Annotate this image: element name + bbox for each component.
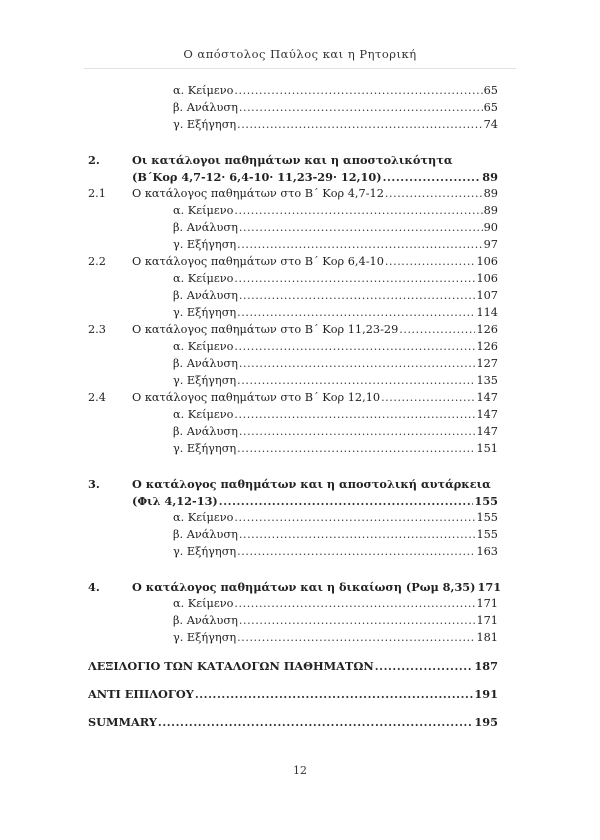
- toc-page-number: 195: [474, 715, 498, 729]
- toc-subentry[interactable]: [173, 373, 498, 389]
- toc-subentry[interactable]: [173, 271, 498, 287]
- toc-entry[interactable]: [132, 579, 502, 595]
- toc-subentry[interactable]: [173, 203, 498, 219]
- toc-page-number: 181: [476, 631, 498, 644]
- dot-leader: [239, 220, 483, 236]
- toc-page-number: 187: [474, 659, 498, 673]
- toc-entry-number: 2.: [88, 153, 100, 167]
- toc-entry-title: γ. Εξήγηση: [173, 631, 237, 644]
- dot-leader: [234, 596, 475, 612]
- toc-entry-title: γ. Εξήγηση: [173, 442, 237, 455]
- toc-entry-title: β. Ανάλυση: [173, 357, 238, 370]
- toc-page-number: 89: [483, 187, 498, 200]
- dot-leader: [237, 237, 482, 253]
- dot-leader: [385, 254, 476, 270]
- toc-entry[interactable]: [88, 714, 498, 730]
- dot-leader: [385, 186, 483, 202]
- toc-subentry[interactable]: [173, 407, 498, 423]
- dot-leader: [237, 117, 482, 133]
- toc-entry-title: (Β΄Κορ 4,7-12· 6,4-10· 11,23-29· 12,10): [132, 170, 382, 184]
- toc-subentry[interactable]: [173, 441, 498, 457]
- dot-leader: [239, 100, 483, 116]
- dot-leader: [239, 424, 476, 440]
- toc-page-number: 163: [476, 545, 498, 558]
- toc-page-number: 147: [476, 425, 498, 438]
- toc-entry-title: γ. Εξήγηση: [173, 545, 237, 558]
- toc-entry[interactable]: [132, 493, 498, 509]
- toc-subentry[interactable]: [173, 237, 498, 253]
- toc-subentry[interactable]: [173, 117, 498, 133]
- toc-subentry[interactable]: [173, 630, 498, 646]
- toc-entry-number: 2.2: [88, 255, 106, 268]
- dot-leader: [234, 203, 482, 219]
- toc-page-number: 171: [476, 597, 498, 610]
- toc-page-number: 155: [476, 528, 498, 541]
- dot-leader: [234, 407, 475, 423]
- toc-page-number: 151: [476, 442, 498, 455]
- running-header: Ο απόστολος Παύλος και η Ρητορική: [183, 47, 417, 61]
- toc-entry-title: Ο κατάλογος παθημάτων και η δικαίωση (Ρωμ 8,35): [132, 580, 476, 594]
- dot-leader: [234, 271, 475, 287]
- toc-entry-number: 4.: [88, 580, 100, 594]
- toc-entry-title: ΑΝΤΙ ΕΠΙΛΟΓΟΥ: [88, 687, 194, 701]
- toc-subentry[interactable]: [173, 305, 498, 321]
- dot-leader: [381, 390, 475, 406]
- dot-leader: [239, 527, 476, 543]
- toc-entry-title: γ. Εξήγηση: [173, 118, 237, 131]
- toc-page-number: 90: [483, 221, 498, 234]
- toc-entry[interactable]: [132, 169, 498, 185]
- toc-subentry[interactable]: [173, 288, 498, 304]
- toc-entry-title: β. Ανάλυση: [173, 221, 238, 234]
- toc-entry-title: β. Ανάλυση: [173, 101, 238, 114]
- toc-entry-title: Ο κατάλογος παθημάτων στο Β΄ Κορ 4,7-12: [132, 187, 384, 200]
- dot-leader: [399, 322, 475, 338]
- toc-page-number: 171: [477, 580, 502, 594]
- toc-page-number: 191: [474, 687, 498, 701]
- toc-entry-title: γ. Εξήγηση: [173, 238, 237, 251]
- dot-leader: [383, 170, 482, 186]
- toc-entry-title: SUMMARY: [88, 715, 157, 729]
- dot-leader: [195, 687, 474, 703]
- toc-subentry[interactable]: [173, 83, 498, 99]
- toc-subentry[interactable]: [173, 510, 498, 526]
- toc-entry[interactable]: [132, 322, 498, 338]
- toc-entry-title: α. Κείμενο: [173, 511, 234, 524]
- toc-subentry[interactable]: [173, 356, 498, 372]
- toc-entry-number: 2.1: [88, 187, 106, 200]
- toc-entry-title: α. Κείμενο: [173, 272, 234, 285]
- dot-leader: [234, 339, 475, 355]
- toc-page-number: 147: [476, 391, 498, 404]
- toc-entry[interactable]: [132, 152, 453, 168]
- toc-entry-title: Ο κατάλογος παθημάτων στο Β΄ Κορ 12,10: [132, 391, 381, 404]
- toc-page-number: 155: [474, 494, 498, 508]
- toc-page-number: 65: [483, 101, 498, 114]
- toc-entry-title: α. Κείμενο: [173, 204, 234, 217]
- toc-entry-title: Ο κατάλογος παθημάτων και η αποστολική αυτάρκεια: [132, 477, 491, 491]
- toc-page-number: 97: [483, 238, 498, 251]
- toc-entry[interactable]: [132, 390, 498, 406]
- toc-page-number: 74: [483, 118, 498, 131]
- dot-leader: [234, 83, 482, 99]
- dot-leader: [237, 544, 475, 560]
- dot-leader: [237, 441, 475, 457]
- dot-leader: [239, 288, 476, 304]
- toc-entry[interactable]: [132, 254, 498, 270]
- toc-entry-number: 2.3: [88, 323, 106, 336]
- toc-page-number: 89: [483, 204, 498, 217]
- toc-page-number: 171: [476, 614, 498, 627]
- dot-leader: [237, 373, 475, 389]
- toc-subentry[interactable]: [173, 527, 498, 543]
- toc-entry-title: (Φιλ 4,12-13): [132, 494, 218, 508]
- dot-leader: [237, 305, 475, 321]
- toc-entry-title: β. Ανάλυση: [173, 289, 238, 302]
- toc-page-number: 126: [476, 340, 498, 353]
- toc-page-number: 155: [476, 511, 498, 524]
- toc-entry-title: γ. Εξήγηση: [173, 374, 237, 387]
- toc-entry-title: α. Κείμενο: [173, 408, 234, 421]
- toc-page-number: 126: [476, 323, 498, 336]
- dot-leader: [239, 356, 476, 372]
- toc-entry-title: Ο κατάλογος παθημάτων στο Β΄ Κορ 11,23-29: [132, 323, 399, 336]
- toc-subentry[interactable]: [173, 220, 498, 236]
- dot-leader: [375, 659, 474, 675]
- toc-page-number: 107: [476, 289, 498, 302]
- page-number: 12: [293, 764, 307, 777]
- toc-page-number: 127: [476, 357, 498, 370]
- dot-leader: [239, 613, 476, 629]
- toc-entry-title: Ο κατάλογος παθημάτων στο Β΄ Κορ 6,4-10: [132, 255, 384, 268]
- toc-entry[interactable]: [88, 686, 498, 702]
- toc-entry[interactable]: [132, 186, 498, 202]
- toc-subentry[interactable]: [173, 424, 498, 440]
- toc-entry-title: α. Κείμενο: [173, 84, 234, 97]
- toc-entry-title: α. Κείμενο: [173, 340, 234, 353]
- toc-entry-number: 3.: [88, 477, 100, 491]
- dot-leader: [237, 630, 475, 646]
- toc-page-number: 114: [476, 306, 498, 319]
- toc-entry-title: β. Ανάλυση: [173, 528, 238, 541]
- toc-entry[interactable]: [88, 658, 498, 674]
- toc-subentry[interactable]: [173, 100, 498, 116]
- dot-leader: [219, 494, 474, 510]
- toc-page-number: 147: [476, 408, 498, 421]
- dot-leader: [158, 715, 474, 731]
- toc-page-number: 135: [476, 374, 498, 387]
- toc-page-number: 106: [476, 255, 498, 268]
- toc-entry-title: β. Ανάλυση: [173, 614, 238, 627]
- toc-entry[interactable]: [132, 476, 491, 492]
- toc-page-number: 106: [476, 272, 498, 285]
- toc-entry-title: β. Ανάλυση: [173, 425, 238, 438]
- toc-page-number: 65: [483, 84, 498, 97]
- toc-entry-title: Οι κατάλογοι παθημάτων και η αποστολικότητα: [132, 153, 453, 167]
- toc-page-number: 89: [482, 170, 498, 184]
- dot-leader: [234, 510, 475, 526]
- toc-entry-title: α. Κείμενο: [173, 597, 234, 610]
- toc-entry-title: ΛΕΞΙΛΟΓΙΟ ΤΩΝ ΚΑΤΑΛΟΓΩΝ ΠΑΘΗΜΑΤΩΝ: [88, 659, 374, 673]
- toc-subentry[interactable]: [173, 613, 498, 629]
- toc-entry-number: 2.4: [88, 391, 106, 404]
- toc-entry-title: γ. Εξήγηση: [173, 306, 237, 319]
- toc-subentry[interactable]: [173, 596, 498, 612]
- toc-subentry[interactable]: [173, 339, 498, 355]
- toc-subentry[interactable]: [173, 544, 498, 560]
